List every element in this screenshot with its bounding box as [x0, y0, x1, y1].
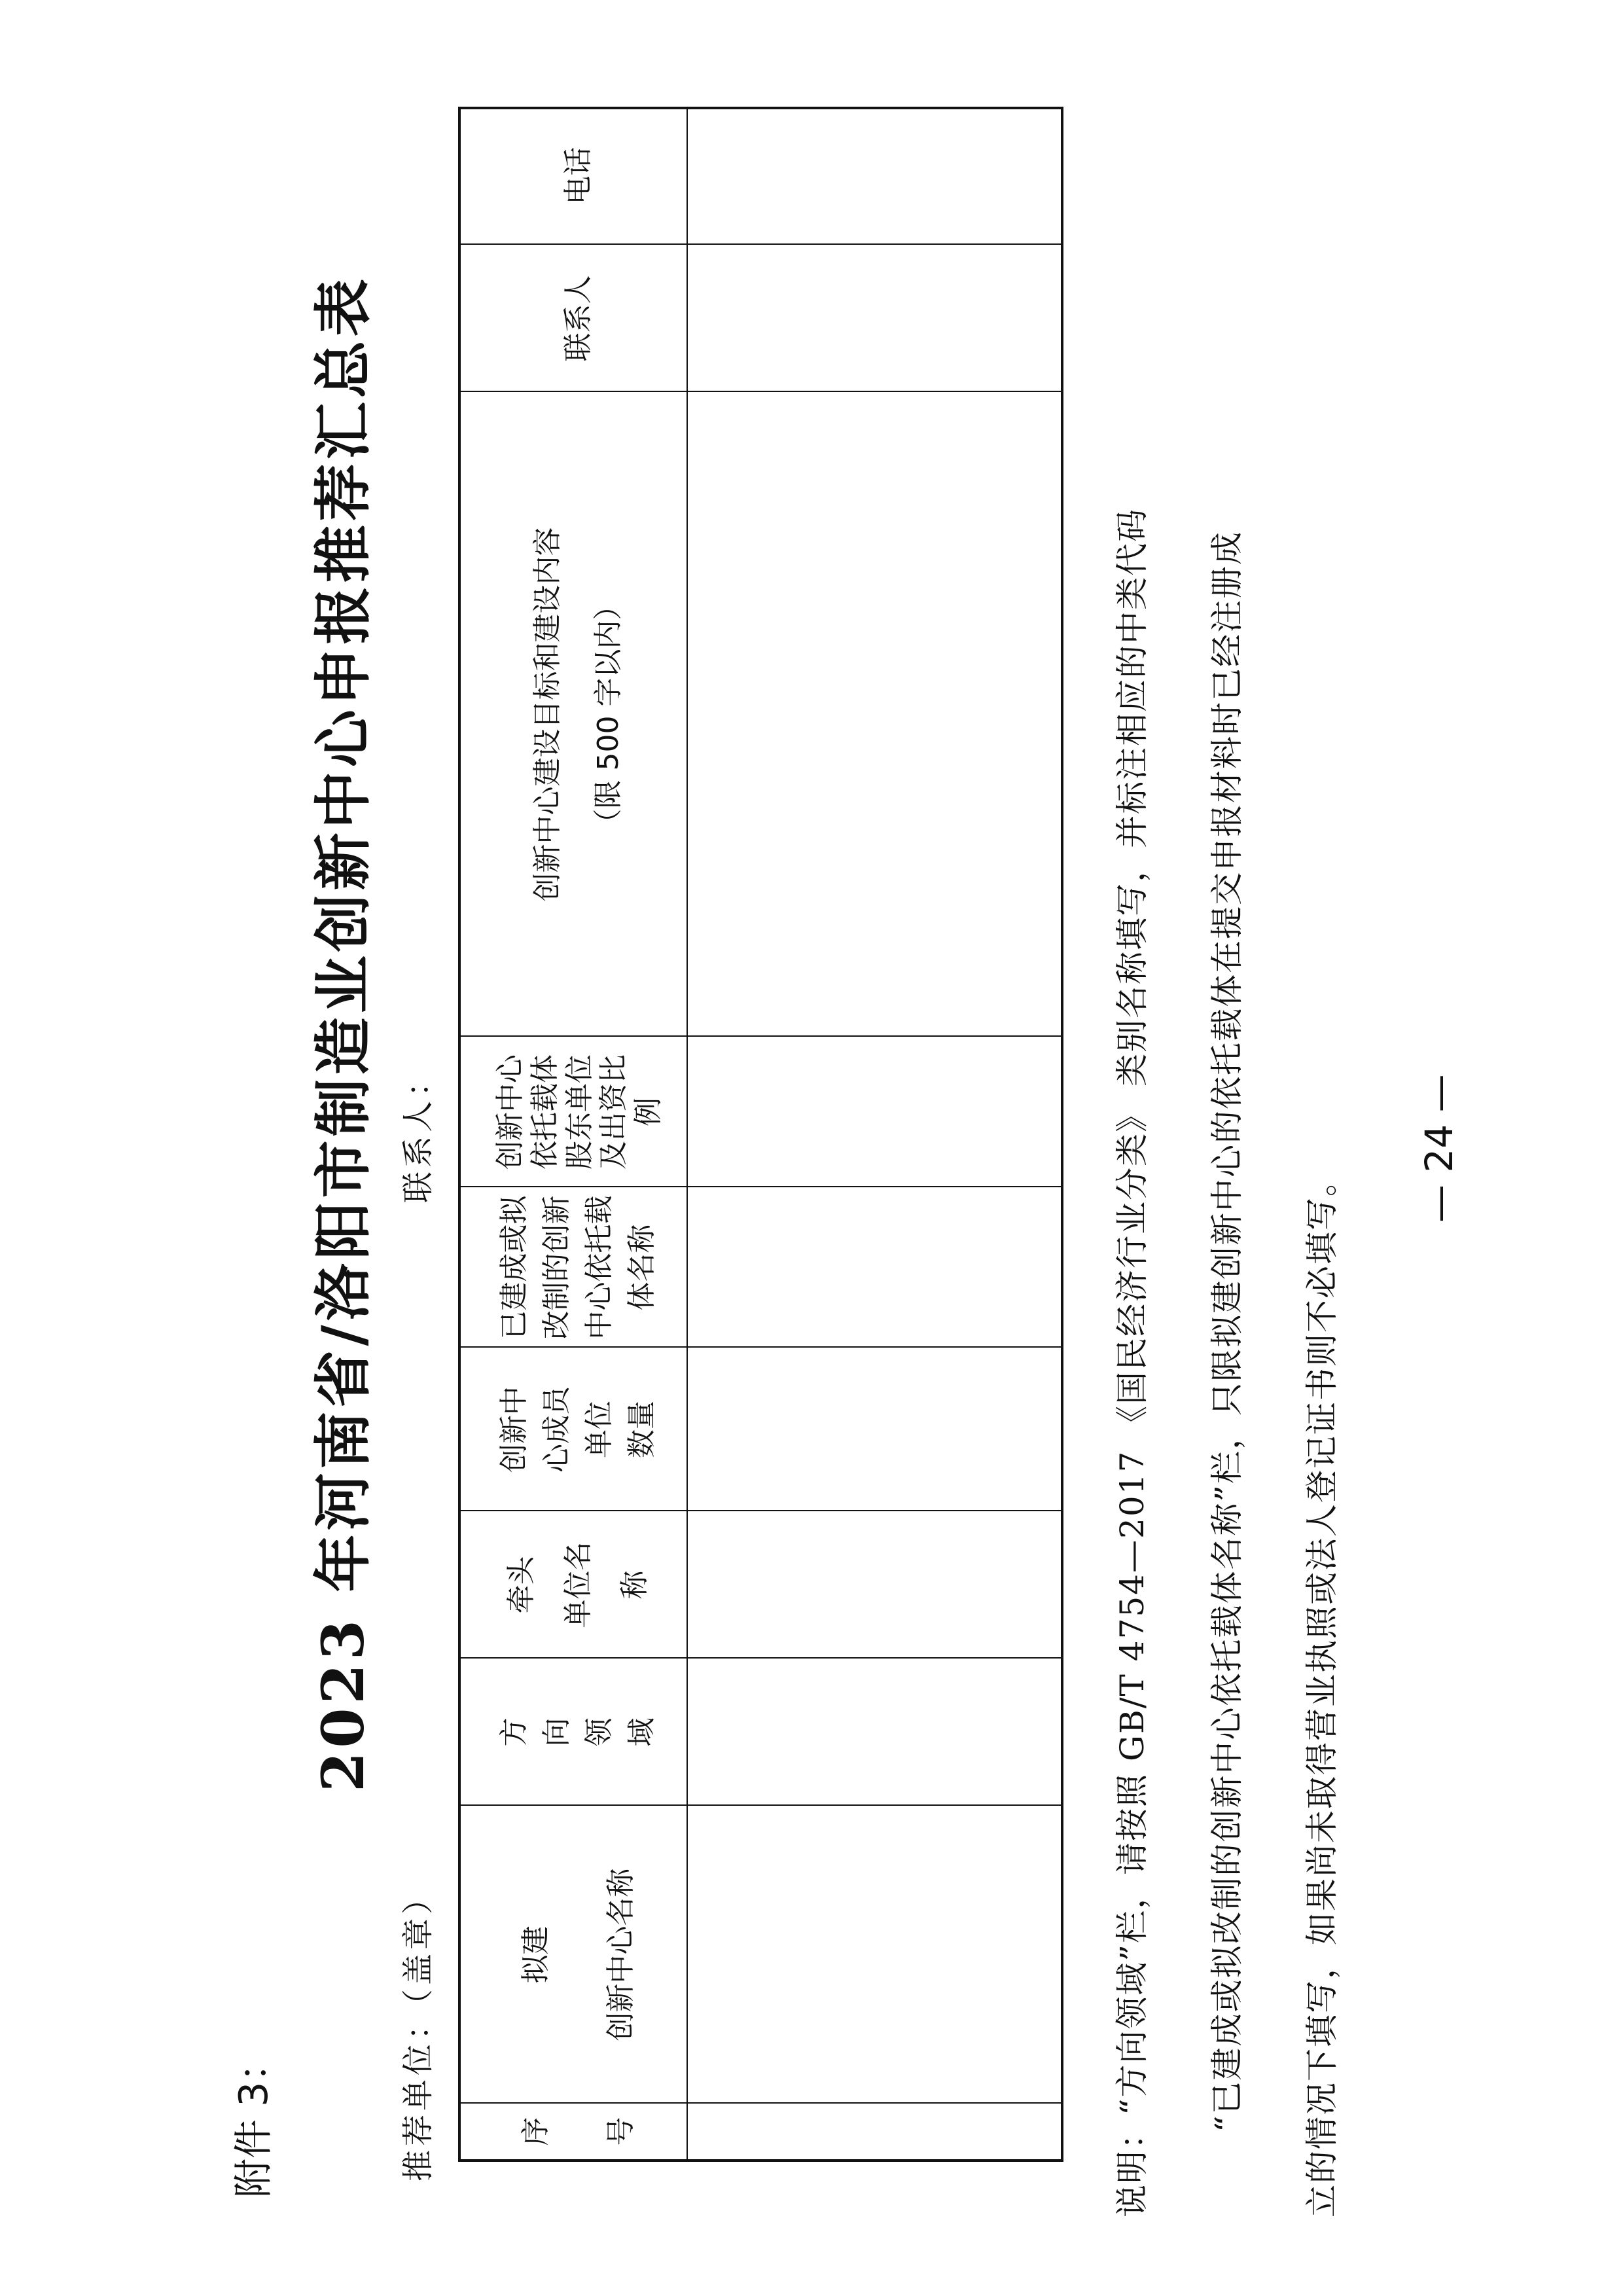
note-line-3: 立的情况下填写，如果尚未取得营业执照或法人登记证书则不必填写。 [1303, 1162, 1341, 2217]
note-line-2: “已建成或拟改制的创新中心依托载体名称”栏，只限拟建创新中心的依托载体在提交申报材料时已经注册成 [1208, 530, 1246, 2132]
header-shareholders: 创新中心 依托载体 股东单位 及出资比 例 [493, 1054, 666, 1170]
recommending-unit-label: 推荐单位：（盖章） [400, 1878, 437, 2181]
page-title: 2023 年河南省/洛阳市制造业创新中心申报推荐汇总表 [309, 275, 377, 1792]
header-contact-person: 联系人 [561, 275, 595, 362]
header-member-count: 创新中 心成员 单位 数量 [497, 1386, 659, 1473]
header-lead-unit: 牵头 单位名 称 [504, 1541, 652, 1628]
page-number: — 24 — [1417, 1074, 1461, 1223]
note-line-1: 说明：“方向领域”栏，请按照 GB/T 4754—2017 《国民经济行业分类》 类别名称填写，并标注相应的中类代码 [1113, 507, 1151, 2217]
header-field-direction: 方 向 领 域 [497, 1717, 659, 1747]
attachment-label: 附件 3： [231, 2042, 277, 2198]
header-divider [687, 109, 688, 2159]
header-center-name: 拟建 创新中心名称 [518, 1868, 637, 2041]
contact-label: 联系人： [400, 1061, 437, 1203]
summary-table [458, 107, 1063, 2162]
header-construction-goals: 创新中心建设目标和建设内容 （限 500 字以内） [531, 527, 625, 902]
header-serial-number: 序 号 [518, 2117, 637, 2146]
header-phone: 电话 [561, 147, 595, 205]
header-carrier-name: 已建成或拟 改制的创新 中心依托载 体名称 [497, 1195, 659, 1340]
